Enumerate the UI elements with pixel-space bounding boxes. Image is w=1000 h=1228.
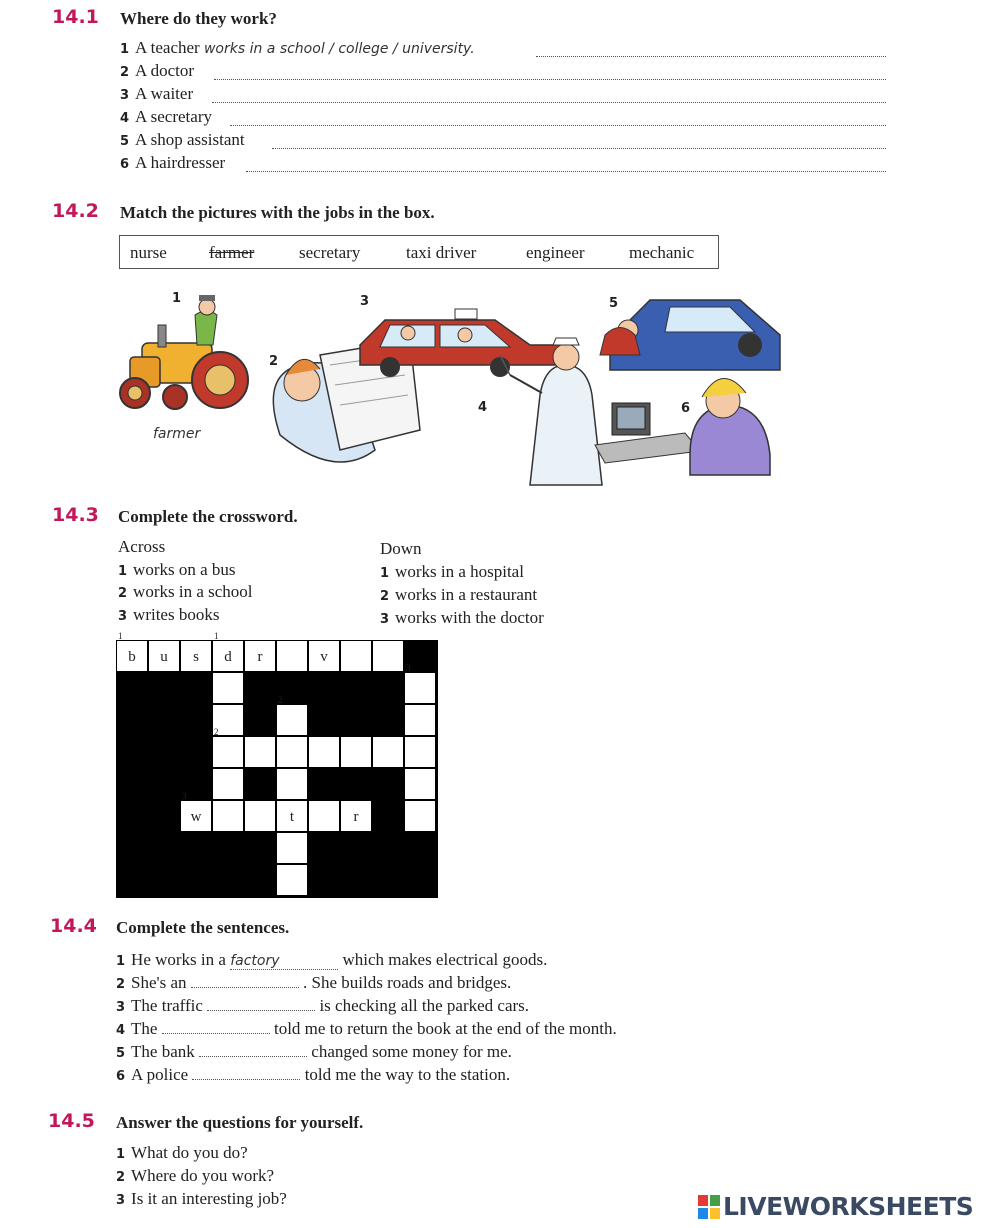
sentence-end: told me to return the book at the end of the month. xyxy=(273,1019,617,1038)
answer-field-4[interactable] xyxy=(230,125,886,126)
question-text: What do you do? xyxy=(131,1143,248,1162)
clue-text: works on a bus xyxy=(133,560,236,579)
item-number: 6 xyxy=(116,1069,126,1084)
picture-number-6: 6 xyxy=(681,401,691,416)
item-text: A shop assistant xyxy=(135,130,245,149)
question-text: Where do you work? xyxy=(131,1166,275,1185)
down-heading: Down xyxy=(380,539,422,558)
s144-item-6 xyxy=(116,1065,510,1085)
crossword-cell[interactable] xyxy=(277,641,307,671)
s141-item-6 xyxy=(120,153,225,173)
crossword-letter: t xyxy=(289,809,295,825)
clue-text: works in a school xyxy=(133,582,253,601)
across-heading: Across xyxy=(118,537,166,556)
answer-field-5[interactable] xyxy=(199,1044,307,1057)
sentence-end: changed some money for me. xyxy=(311,1042,512,1061)
crossword-cell[interactable] xyxy=(309,641,339,671)
crossword-cell[interactable] xyxy=(245,737,275,767)
answer-field-2[interactable] xyxy=(214,79,886,80)
crossword-letter: r xyxy=(353,809,359,825)
crossword-clue-number: 2 xyxy=(214,727,219,737)
sentence-start: She's an xyxy=(131,973,187,992)
sentence-end: which makes electrical goods. xyxy=(342,950,548,969)
answer-field-2[interactable] xyxy=(191,975,299,988)
item-number: 2 xyxy=(116,1170,126,1185)
item-text: A secretary xyxy=(135,107,212,126)
s141-item-5 xyxy=(120,130,245,150)
item-text: A hairdresser xyxy=(135,153,226,172)
across-clue-2 xyxy=(118,582,253,602)
across-clue-3 xyxy=(118,605,219,625)
crossword-letter: u xyxy=(160,649,168,665)
crossword-cell[interactable] xyxy=(277,801,307,831)
crossword-cell[interactable] xyxy=(213,631,243,671)
answer-field-3[interactable] xyxy=(212,102,886,103)
section-number-14-2: 14.2 xyxy=(52,200,99,222)
picture-number-4: 4 xyxy=(478,400,488,415)
down-clue-2 xyxy=(380,585,537,605)
item-number: 1 xyxy=(116,1147,126,1162)
item-text: A doctor xyxy=(135,61,195,80)
crossword-cell[interactable] xyxy=(277,833,307,863)
section-number-14-5: 14.5 xyxy=(48,1110,95,1132)
item-number: 5 xyxy=(120,134,130,149)
s144-item-3 xyxy=(116,996,529,1016)
crossword-letter: r xyxy=(257,649,263,665)
taxi-illustration xyxy=(360,309,570,377)
clue-text: works in a restaurant xyxy=(395,585,538,604)
answer-field-3[interactable] xyxy=(207,998,315,1011)
section-number-14-3: 14.3 xyxy=(52,504,99,526)
crossword-cell[interactable] xyxy=(277,737,307,767)
crossword-grid xyxy=(116,631,438,898)
item-number: 2 xyxy=(116,977,126,992)
crossword-cell[interactable] xyxy=(181,791,211,831)
item-text: A teacher xyxy=(135,38,200,57)
sentence-end: told me the way to the station. xyxy=(304,1065,511,1084)
clue-text: works with the doctor xyxy=(395,608,544,627)
s144-item-2 xyxy=(116,973,511,993)
sentence-start: The bank xyxy=(131,1042,195,1061)
crossword-letter: w xyxy=(190,809,202,825)
s144-item-1 xyxy=(116,950,547,970)
answer-field-5[interactable] xyxy=(272,148,886,149)
s141-item-2 xyxy=(120,61,194,81)
answer-line xyxy=(536,56,886,57)
sentence-start: The xyxy=(131,1019,158,1038)
s145-item-3 xyxy=(116,1189,287,1209)
item-number: 6 xyxy=(120,157,130,172)
answer-field-6[interactable] xyxy=(192,1067,300,1080)
answer-field-1[interactable]: factory xyxy=(230,953,338,970)
s145-item-2 xyxy=(116,1166,274,1186)
picture-1-answer[interactable]: farmer xyxy=(153,426,201,442)
item-number: 1 xyxy=(120,42,130,57)
crossword-letter: v xyxy=(320,649,328,665)
item-text: A waiter xyxy=(135,84,194,103)
answer-field-1[interactable]: works in a school / college / university. xyxy=(203,41,475,57)
crossword-cell[interactable] xyxy=(309,737,339,767)
crossword-clue-number: 2 xyxy=(278,695,283,705)
section-number-14-4: 14.4 xyxy=(50,915,97,937)
crossword-cell[interactable] xyxy=(309,801,339,831)
job-word-taxi-driver: taxi driver xyxy=(406,243,477,262)
item-number: 3 xyxy=(120,88,130,103)
crossword-cell[interactable] xyxy=(373,737,403,767)
crossword-cell[interactable] xyxy=(213,673,243,703)
crossword-cell[interactable] xyxy=(341,801,371,831)
job-word-engineer: engineer xyxy=(526,243,585,262)
crossword-cell[interactable] xyxy=(117,631,147,671)
crossword-cell[interactable] xyxy=(373,641,403,671)
picture-number-5: 5 xyxy=(609,296,619,311)
sentence-start: The traffic xyxy=(131,996,203,1015)
job-word-farmer: farmer xyxy=(209,243,255,262)
crossword-cell[interactable] xyxy=(277,695,307,735)
job-word-box xyxy=(119,235,719,269)
s144-item-4 xyxy=(116,1019,617,1039)
s145-item-1 xyxy=(116,1143,248,1163)
clue-number: 1 xyxy=(118,564,128,579)
clue-number: 3 xyxy=(380,612,390,627)
logo-text: LIVEWORKSHEETS xyxy=(723,1192,974,1221)
mechanic-illustration xyxy=(600,300,780,370)
clue-number: 3 xyxy=(118,609,128,624)
logo-mark-icon xyxy=(698,1195,720,1219)
crossword-cell[interactable] xyxy=(213,727,243,767)
crossword-cell[interactable] xyxy=(405,663,435,703)
crossword-cell[interactable] xyxy=(405,769,435,799)
item-number: 4 xyxy=(120,111,130,126)
picture-number-2: 2 xyxy=(269,354,279,369)
crossword-cell[interactable] xyxy=(277,769,307,799)
sentence-end: is checking all the parked cars. xyxy=(319,996,530,1015)
item-number: 2 xyxy=(120,65,130,80)
job-word-secretary: secretary xyxy=(299,243,361,262)
crossword-clue-number: 3 xyxy=(182,791,187,801)
liveworksheets-logo xyxy=(698,1192,973,1221)
s141-item-3 xyxy=(120,84,193,104)
crossword-cell[interactable] xyxy=(277,865,307,895)
item-number: 5 xyxy=(116,1046,126,1061)
picture-number-3: 3 xyxy=(360,294,370,309)
crossword-cell[interactable] xyxy=(181,641,211,671)
crossword-cell[interactable] xyxy=(341,737,371,767)
crossword-cell[interactable] xyxy=(405,705,435,735)
s144-item-5 xyxy=(116,1042,512,1062)
sentence-start: He works in a xyxy=(131,950,226,969)
section-title-14-5: Answer the questions for yourself. xyxy=(116,1113,364,1132)
item-number: 1 xyxy=(116,954,126,969)
down-clue-3 xyxy=(380,608,544,628)
tractor-illustration xyxy=(120,295,248,409)
clue-text: writes books xyxy=(133,605,220,624)
section-number-14-1: 14.1 xyxy=(52,6,99,28)
crossword-clue-number: 1 xyxy=(214,631,219,641)
clue-number: 2 xyxy=(118,586,128,601)
job-word-nurse: nurse xyxy=(130,243,167,262)
question-text: Is it an interesting job? xyxy=(131,1189,287,1208)
crossword-letter: b xyxy=(128,649,136,665)
crossword-cell[interactable] xyxy=(213,769,243,799)
section-title-14-4: Complete the sentences. xyxy=(116,918,290,937)
answer-field-4[interactable] xyxy=(162,1021,270,1034)
picture-number-1: 1 xyxy=(172,291,182,306)
section-title-14-2: Match the pictures with the jobs in the box. xyxy=(120,203,435,222)
item-number: 3 xyxy=(116,1193,126,1208)
crossword-clue-number: 3 xyxy=(406,663,411,673)
job-illustrations xyxy=(90,285,800,500)
answer-field-6[interactable] xyxy=(246,171,886,172)
item-number: 3 xyxy=(116,1000,126,1015)
crossword-clue-number: 1 xyxy=(118,631,123,641)
across-clue-1 xyxy=(118,560,236,580)
crossword-letter: d xyxy=(224,649,232,665)
crossword-cell[interactable] xyxy=(245,801,275,831)
s141-item-1 xyxy=(120,38,475,58)
sentence-start: A police xyxy=(131,1065,189,1084)
crossword-cell[interactable] xyxy=(245,641,275,671)
job-word-mechanic: mechanic xyxy=(629,243,695,262)
crossword-cell[interactable] xyxy=(213,801,243,831)
section-title-14-1: Where do they work? xyxy=(120,9,277,28)
item-number: 4 xyxy=(116,1023,126,1038)
crossword-cell[interactable] xyxy=(405,737,435,767)
secretary-illustration xyxy=(595,378,770,475)
crossword-cell[interactable] xyxy=(149,641,179,671)
crossword-cell[interactable] xyxy=(405,801,435,831)
clue-text: works in a hospital xyxy=(395,562,524,581)
down-clue-1 xyxy=(380,562,524,582)
clue-number: 2 xyxy=(380,589,390,604)
clue-number: 1 xyxy=(380,566,390,581)
crossword-cell[interactable] xyxy=(341,641,371,671)
crossword-letter: s xyxy=(193,649,199,665)
s141-item-4 xyxy=(120,107,212,127)
section-title-14-3: Complete the crossword. xyxy=(118,507,298,526)
sentence-end: . She builds roads and bridges. xyxy=(303,973,512,992)
